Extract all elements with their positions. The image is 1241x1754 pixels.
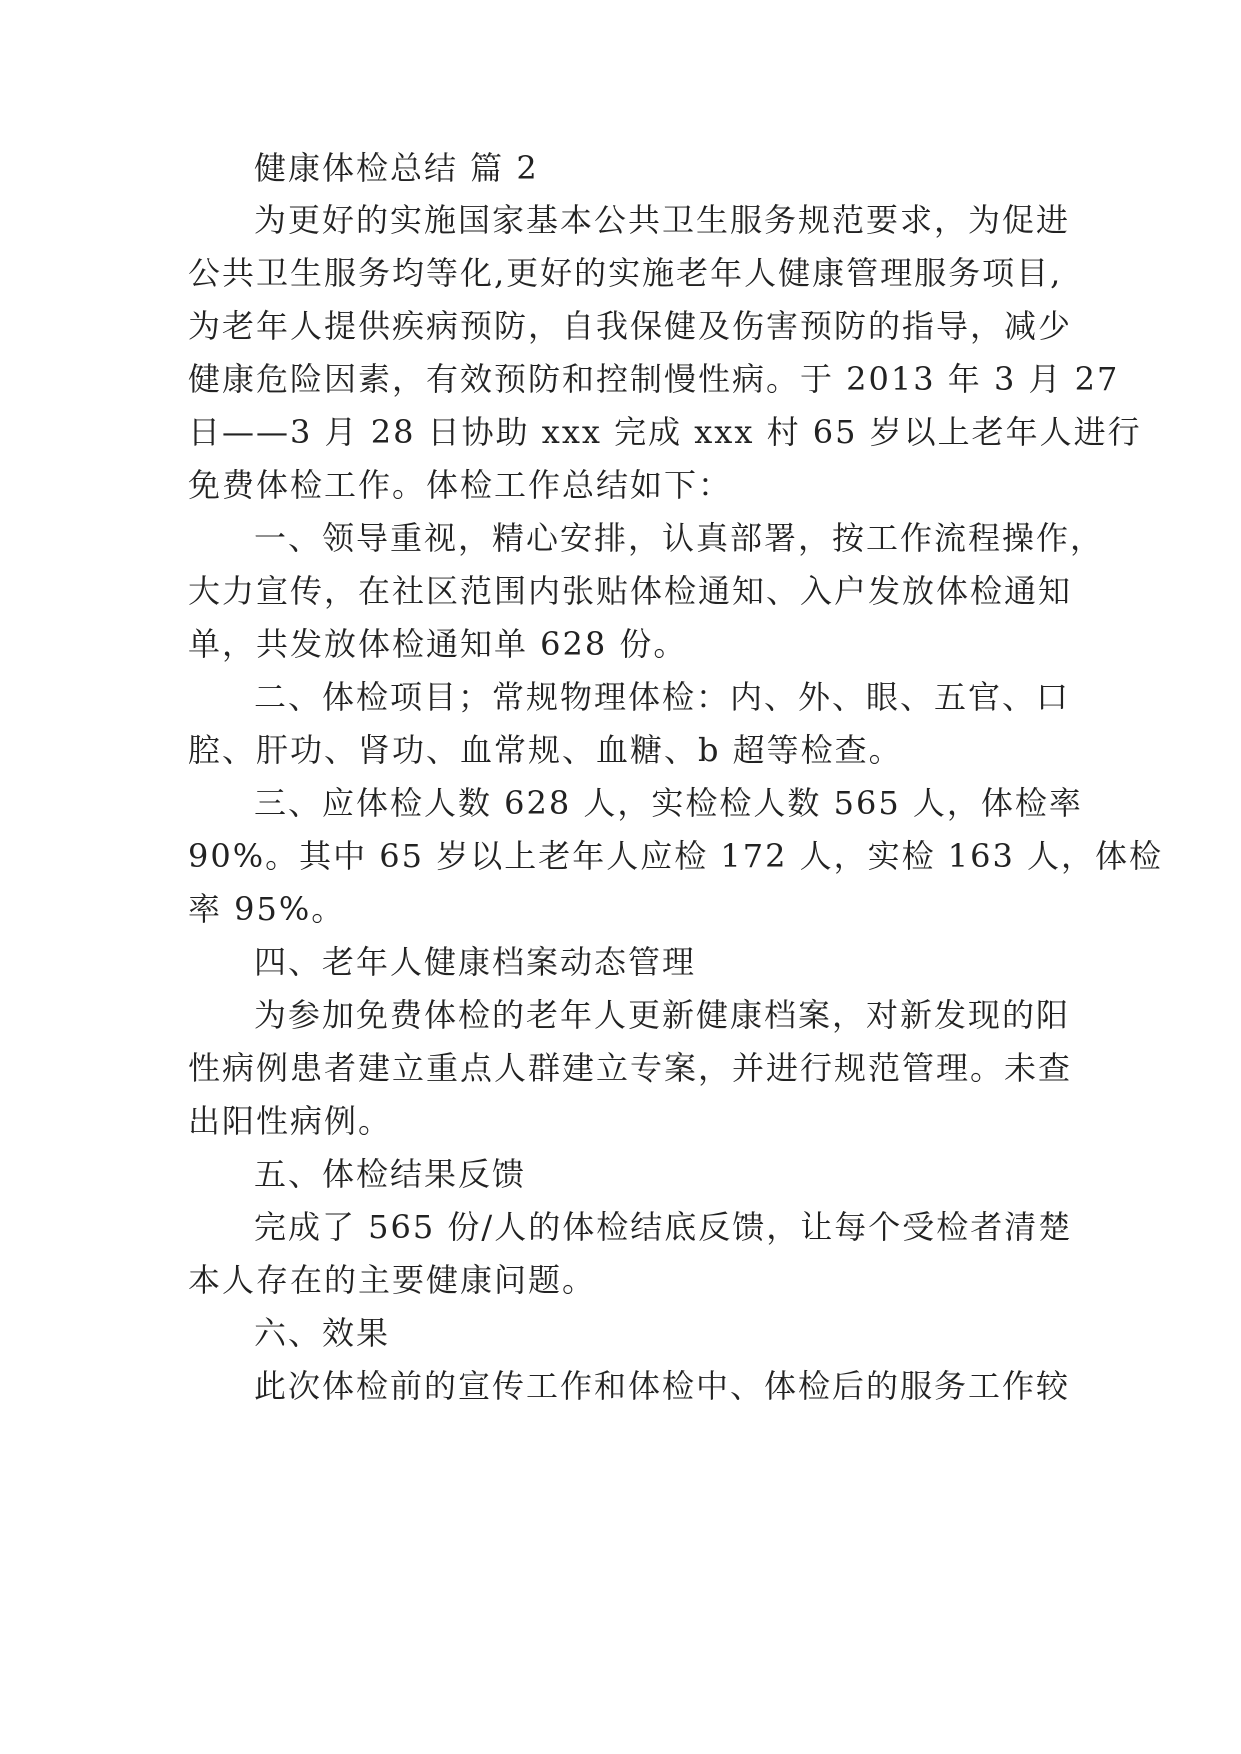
section-heading: 六、效果	[254, 1314, 391, 1352]
paragraph-line: 日——3 月 28 日协助 xxx 完成 xxx 村 65 岁以上老年人进行	[188, 413, 1142, 451]
paragraph-line: 一、领导重视，精心安排，认真部署，按工作流程操作，	[254, 519, 1105, 557]
paragraph-line: 健康危险因素，有效预防和控制慢性病。于 2013 年 3 月 27	[188, 360, 1120, 398]
paragraph-line: 出阳性病例。	[188, 1102, 393, 1140]
paragraph-line: 三、应体检人数 628 人，实检检人数 565 人，体检率	[254, 784, 1083, 822]
paragraph-line: 为更好的实施国家基本公共卫生服务规范要求，为促进	[254, 201, 1071, 239]
paragraph-line: 本人存在的主要健康问题。	[188, 1261, 597, 1299]
paragraph-line: 为老年人提供疾病预防，自我保健及伤害预防的指导，减少	[188, 307, 1073, 345]
paragraph-line: 此次体检前的宣传工作和体检中、体检后的服务工作较	[254, 1367, 1071, 1405]
paragraph-line: 免费体检工作。体检工作总结如下：	[188, 466, 733, 504]
paragraph-line: 为参加免费体检的老年人更新健康档案，对新发现的阳	[254, 996, 1071, 1034]
paragraph-line: 率 95%。	[188, 890, 346, 928]
paragraph-line: 完成了 565 份/人的体检结底反馈，让每个受检者清楚	[254, 1208, 1073, 1246]
section-heading: 四、老年人健康档案动态管理	[254, 943, 697, 981]
paragraph-line: 二、体检项目；常规物理体检：内、外、眼、五官、口	[254, 678, 1071, 716]
paragraph-line: 性病例患者建立重点人群建立专案，并进行规范管理。未查	[188, 1049, 1073, 1087]
paragraph-line: 腔、肝功、肾功、血常规、血糖、b 超等检查。	[188, 731, 903, 769]
section-heading: 健康体检总结 篇 2	[254, 149, 539, 187]
paragraph-line: 大力宣传，在社区范围内张贴体检通知、入户发放体检通知	[188, 572, 1073, 610]
paragraph-line: 90%。其中 65 岁以上老年人应检 172 人，实检 163 人，体检	[188, 837, 1164, 875]
paragraph-line: 公共卫生服务均等化,更好的实施老年人健康管理服务项目,	[188, 254, 1063, 292]
section-heading: 五、体检结果反馈	[254, 1155, 527, 1193]
paragraph-line: 单，共发放体检通知单 628 份。	[188, 625, 688, 663]
